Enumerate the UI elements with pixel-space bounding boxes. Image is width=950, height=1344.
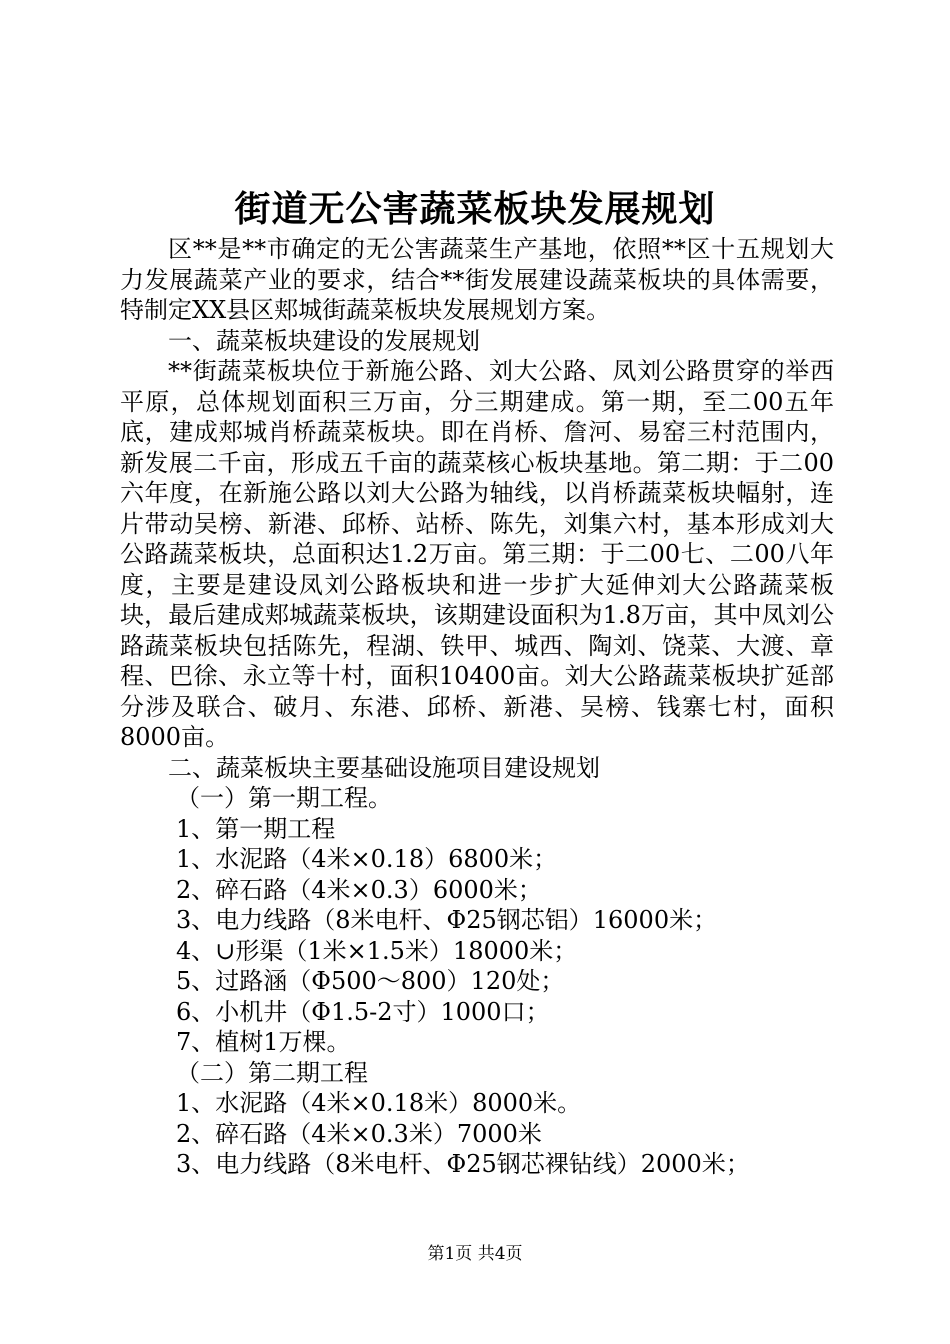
list-item: 2、碎石路（4米×0.3）6000米；: [176, 875, 542, 904]
list-item: 3、电力线路（8米电杆、Φ25钢芯裸钻线）2000米；: [176, 1150, 750, 1178]
list-item: 2、碎石路（4米×0.3米）7000米: [176, 1119, 542, 1148]
list-item: 1、水泥路（4米×0.18米）8000米。: [176, 1089, 582, 1117]
list-item: 3、电力线路（8米电杆、Φ25钢芯铝）16000米；: [176, 906, 718, 934]
page-number-footer: 第1页 共4页: [427, 1244, 523, 1264]
list-item: 5、过路涵（Φ500～800）120处；: [176, 967, 565, 995]
plan-paragraph: **街蔬菜板块位于新施公路、刘大公路、凤刘公路贯穿的举西平原，总体规划面积三万亩，分三期建成。第一期，至二00五年底，建成郏城肖桥蔬菜板块。即在肖桥、詹河、易窑三村范围内，新发展二千亩，形成五千亩的蔬菜核心板块基地。第二期：于二00六年度，在新施公路以刘大公路为轴线，以肖桥蔬菜板块幅射，连片带动吴榜、新港、邱桥、站桥、陈先，刘集六村，基本形成刘大公路蔬菜板块，总面积达1.2万亩。第三期：于二00七、二00八年度，主要是建设凤刘公路板块和进一步扩大延伸刘大公路蔬菜板块，最后建成郏城蔬菜板块，该期建设面积为1.8万亩，其中凤刘公路蔬菜板块包括陈先，程湖、铁甲、城西、陶刘、饶菜、大渡、章程、巴徐、永立等十村，面积10400亩。刘大公路蔬菜板块扩延部分涉及联合、破月、东港、邱桥、新港、吴榜、钱寨七村，面积8000亩。: [120, 357, 834, 751]
phase1-heading: （一）第一期工程。: [176, 784, 392, 812]
section-heading-2: 二、蔬菜板块主要基础设施项目建设规划: [168, 753, 600, 782]
list-item: 1、水泥路（4米×0.18）6800米；: [176, 845, 558, 873]
list-item: 6、小机井（Φ1.5-2寸）1000口；: [176, 997, 550, 1026]
list-item: 4、∪形渠（1米×1.5米）18000米；: [176, 936, 578, 965]
list-item: 1、第一期工程: [176, 814, 336, 843]
intro-paragraph: 区**是**市确定的无公害蔬菜生产基地，依照**区十五规划大力发展蔬菜产业的要求，结合**街发展建设蔬菜板块的具体需要，特制定XX县区郏城街蔬菜板块发展规划方案。: [120, 235, 834, 324]
document-body: [120, 234, 834, 1180]
document-title: 街道无公害蔬菜板块发展规划: [234, 188, 716, 230]
section-heading-1: 一、蔬菜板块建设的发展规划: [168, 326, 480, 355]
list-item: 7、植树1万棵。: [176, 1028, 351, 1056]
phase2-heading: （二）第二期工程: [176, 1058, 368, 1087]
